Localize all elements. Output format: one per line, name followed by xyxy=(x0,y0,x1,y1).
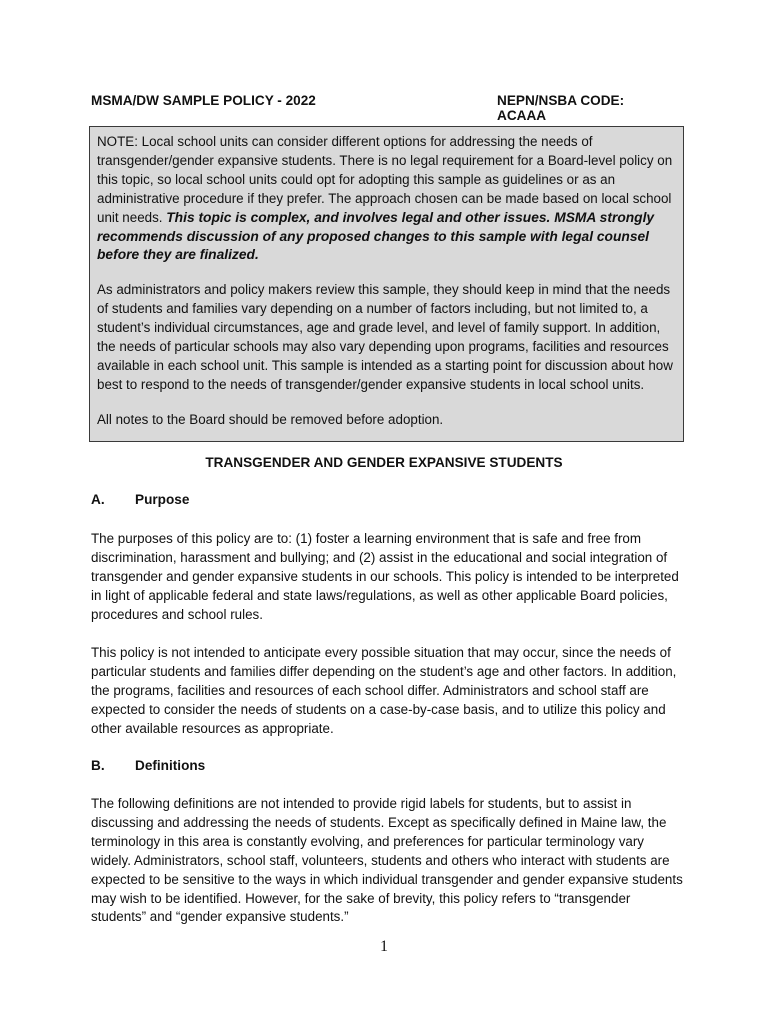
note-paragraph-3: All notes to the Board should be removed before adoption. xyxy=(97,411,444,427)
board-note-box xyxy=(89,126,684,442)
section-b-title: Definitions xyxy=(135,758,206,773)
section-a-number: A. xyxy=(91,492,105,507)
policy-code: NEPN/NSBA CODE: ACAAA xyxy=(497,93,625,123)
section-a-heading xyxy=(91,492,189,507)
purpose-paragraph-2: This policy is not intended to anticipate every possible situation that may occur, since the needs of particular students and families differ depending on the student’s age and other factors. In addition, the programs, facilities and resources of each school differ. Administrators and school staff are expected to consider the needs of students on a case-by-case basis, and to utilize this policy and other available resources as appropriate. xyxy=(91,645,677,736)
policy-label: MSMA/DW SAMPLE POLICY - 2022 xyxy=(91,93,316,108)
section-a-title: Purpose xyxy=(135,492,190,507)
note-text: NOTE: Local school units can consider different options for addressing the needs of transgender/gender expansive students. There is no legal requirement for a Board-level policy on this topic, so local school units could opt for adopting this sample as guidelines or as an administrative procedure if they prefer. The approach chosen can be made based on local school unit needs. xyxy=(97,134,673,225)
section-b-number: B. xyxy=(91,758,105,773)
page-number: 1 xyxy=(380,938,388,955)
note-paragraph-1 xyxy=(97,133,676,265)
policy-title: TRANSGENDER AND GENDER EXPANSIVE STUDENTS xyxy=(205,455,563,470)
purpose-paragraph-1: The purposes of this policy are to: (1) foster a learning environment that is safe and free from discrimination, harassment and bullying; and (2) assist in the educational and social integration of transgender and gender expansive students in our schools. This policy is intended to be interpreted in light of applicable federal and state laws/regulations, as well as other applicable Board policies, procedures and school rules. xyxy=(91,531,679,622)
note-emphasis: This topic is complex, and involves legal and other issues. MSMA strongly recommends discussion of any proposed changes to this sample with legal counsel before they are finalized. xyxy=(97,209,655,263)
definitions-paragraph-1: The following definitions are not intended to provide rigid labels for students, but to assist in discussing and addressing the needs of students. Except as specifically defined in Maine law, the terminology in this area is constantly evolving, and preferences for particular terminology vary widely. Administrators, school staff, volunteers, students and others who interact with students are expected to be sensitive to the ways in which individual transgender and gender expansive students may wish to be identified. However, for the sake of brevity, this policy refers to “transgender students” and “gender expansive students.” xyxy=(91,796,683,925)
note-paragraph-2: As administrators and policy makers review this sample, they should keep in mind that the needs of students and families vary depending on a number of factors including, but not limited to, a student’s individual circumstances, age and grade level, and level of family support. In addition, the needs of particular schools may also vary depending upon programs, facilities and resources available in each school unit. This sample is intended as a starting point for discussion about how best to respond to the needs of transgender/gender expansive students in local school units. xyxy=(97,282,673,392)
section-b-heading xyxy=(91,758,205,773)
